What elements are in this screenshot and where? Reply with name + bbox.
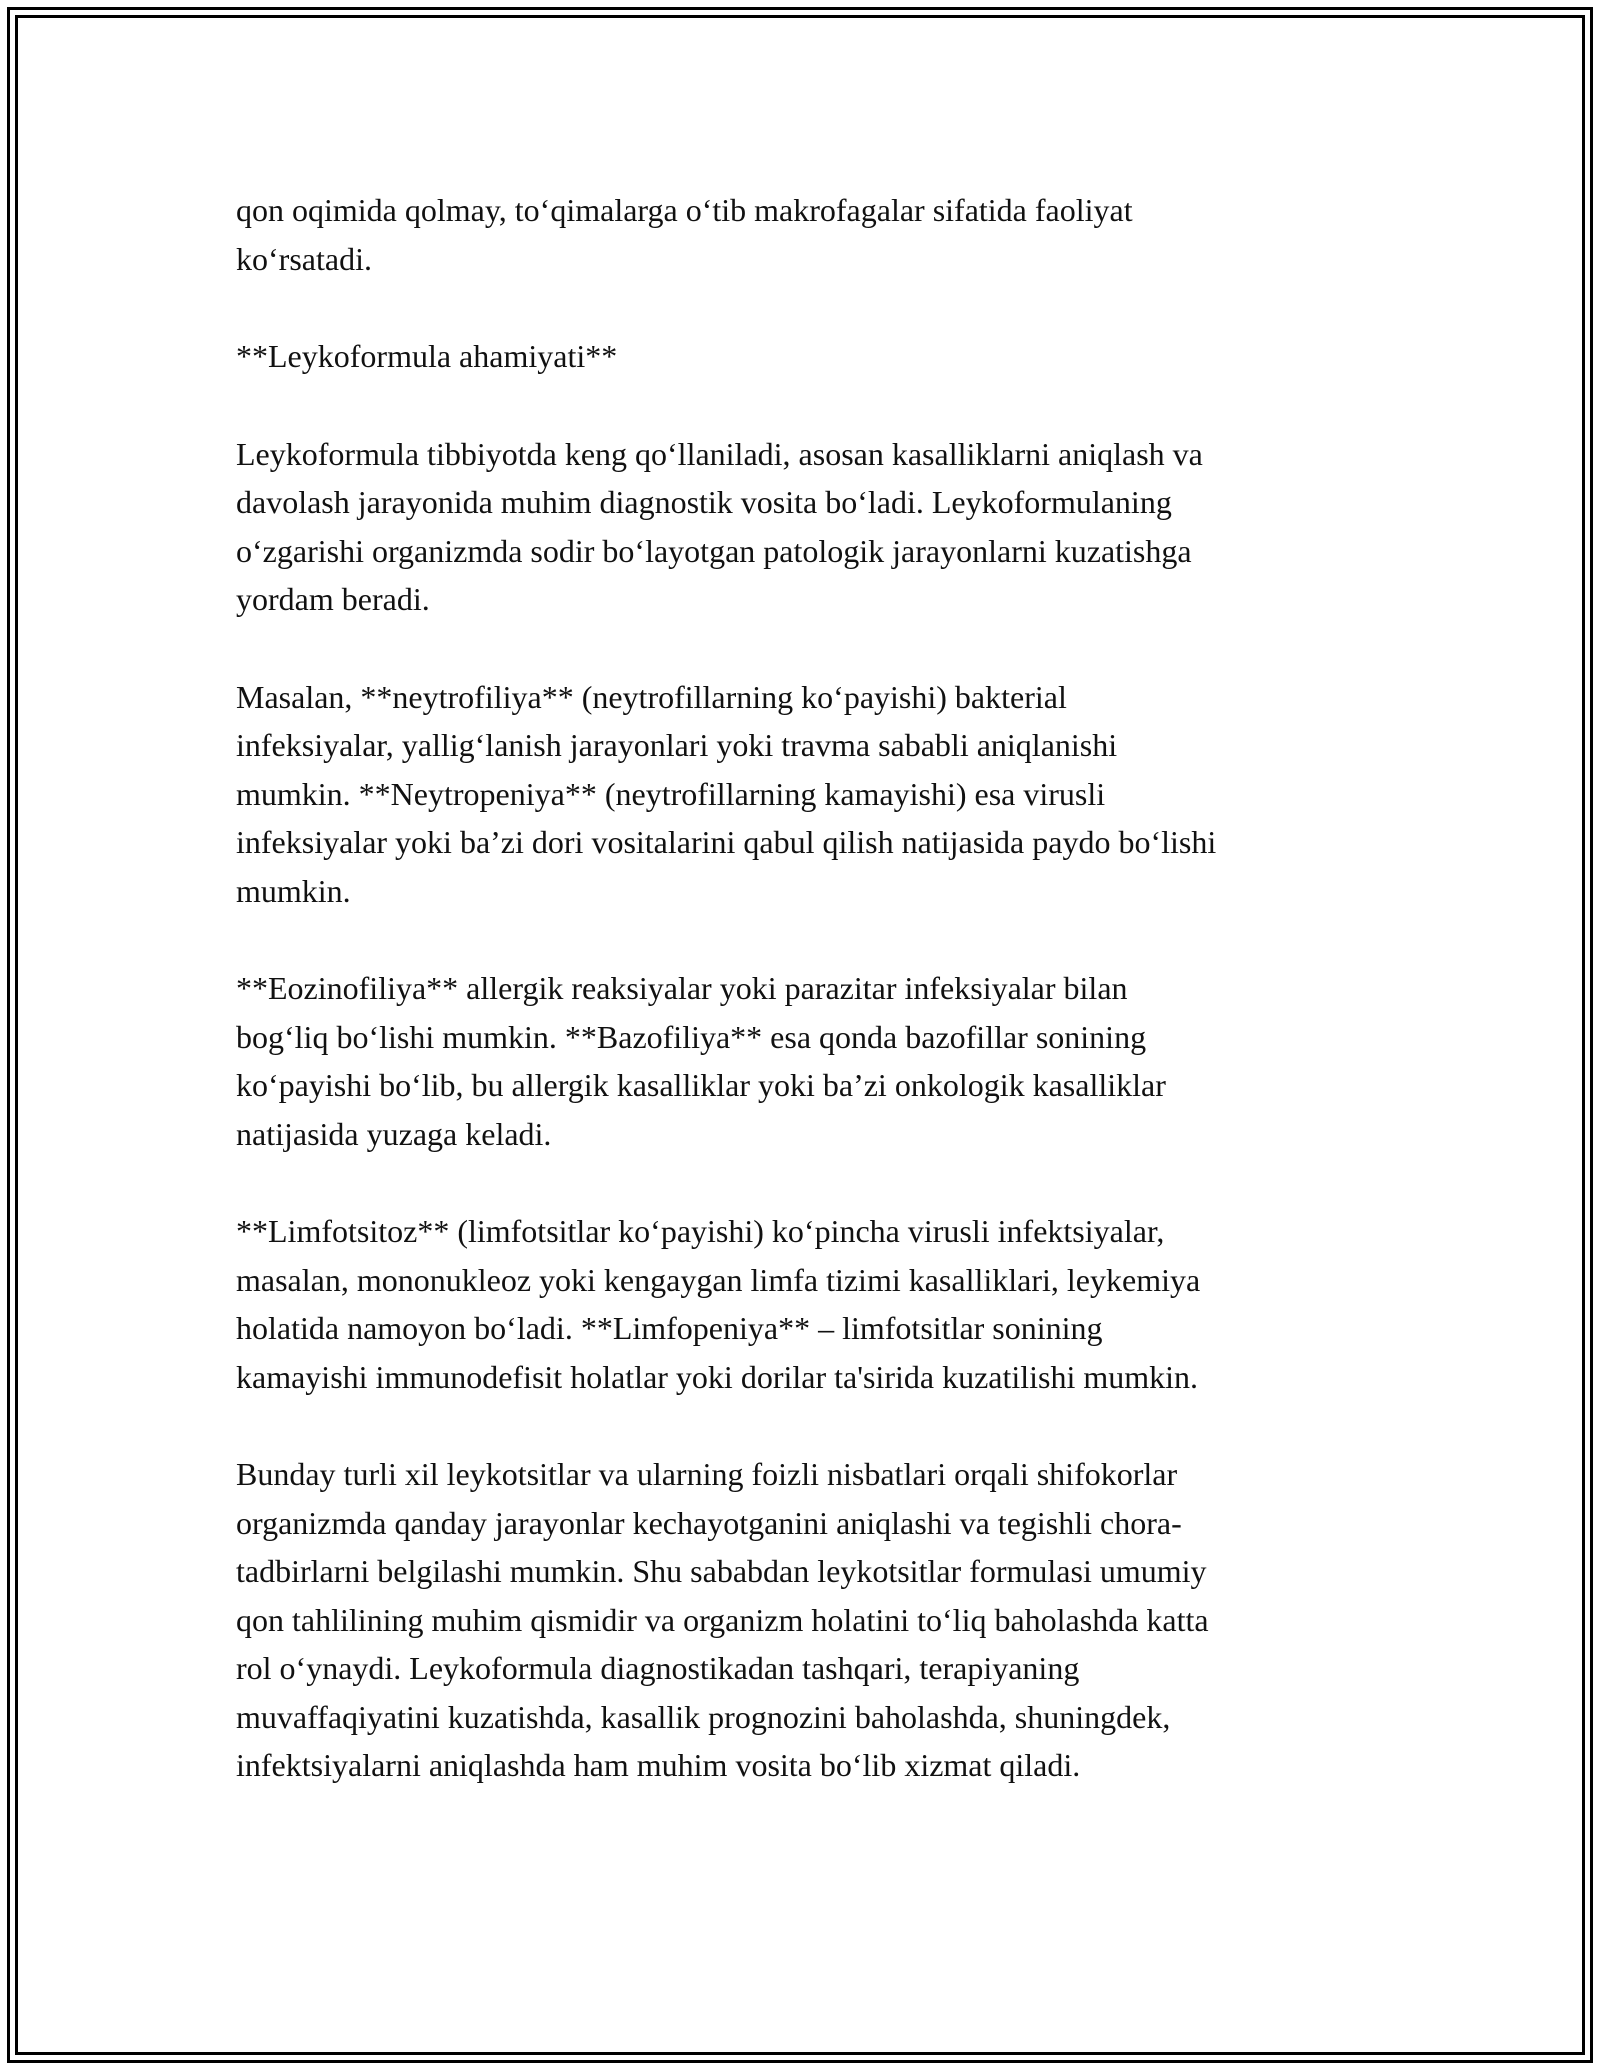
document-body [236, 186, 1366, 1839]
paragraph-conclusion: Bunday turli xil leykotsitlar va ularning foizli nisbatlari orqali shifokorlar organizmda qanday jarayonlar kechayotganini aniqlashi va tegishli chora- tadbirlarni belgilashi mumkin. Shu sababdan leykotsitlar formulasi umumiy qon tahlilining muhim qismidir va organizm holatini to‘liq baholashda katta rol o‘ynaydi. Leykoformula diagnostikadan tashqari, terapiyaning muvaffaqiyatini kuzatishda, kasallik prognozini baholashda, shuningdek, infektsiyalarni aniqlashda ham muhim vosita bo‘lib xizmat qiladi. [236, 1456, 1209, 1783]
paragraph-leykoformula-usage: Leykoformula tibbiyotda keng qo‘llaniladi, asosan kasalliklarni aniqlash va davolash jarayonida muhim diagnostik vosita bo‘ladi. Leykoformulaning o‘zgarishi organizmda sodir bo‘layotgan patologik jarayonlarni kuzatishga yordam beradi. [236, 435, 1203, 617]
paragraph-limfotsitoz: **Limfotsitoz** (limfotsitlar ko‘payishi) ko‘pincha virusli infektsiyalar, masalan, mononukleoz yoki kengaygan limfa tizimi kasalliklari, leykemiya holatida namoyon bo‘ladi. **Limfopeniya** – limfotsitlar sonining kamayishi immunodefisit holatlar yoki dorilar ta'sirida kuzatilishi mumkin. [236, 1213, 1201, 1395]
paragraph-neytrofiliya: Masalan, **neytrofiliya** (neytrofillarning ko‘payishi) bakterial infeksiyalar, yallig‘lanish jarayonlari yoki travma sababli aniqlanishi mumkin. **Neytropeniya** (neytrofillarning kamayishi) esa virusli infeksiyalar yoki ba’zi dori vositalarini qabul qilish natijasida paydo bo‘lishi mumkin. [236, 678, 1217, 909]
paragraph-continuation: qon oqimida qolmay, to‘qimalarga o‘tib makrofagalar sifatida faoliyat ko‘rsatadi. [236, 192, 1133, 277]
section-heading: **Leykoformula ahamiyati** [236, 338, 618, 374]
paragraph-eozinofiliya: **Eozinofiliya** allergik reaksiyalar yoki parazitar infeksiyalar bilan bog‘liq bo‘lishi mumkin. **Bazofiliya** esa qonda bazofillar sonining ko‘payishi bo‘lib, bu allergik kasalliklar yoki ba’zi onkologik kasalliklar natijasida yuzaga keladi. [236, 970, 1166, 1152]
